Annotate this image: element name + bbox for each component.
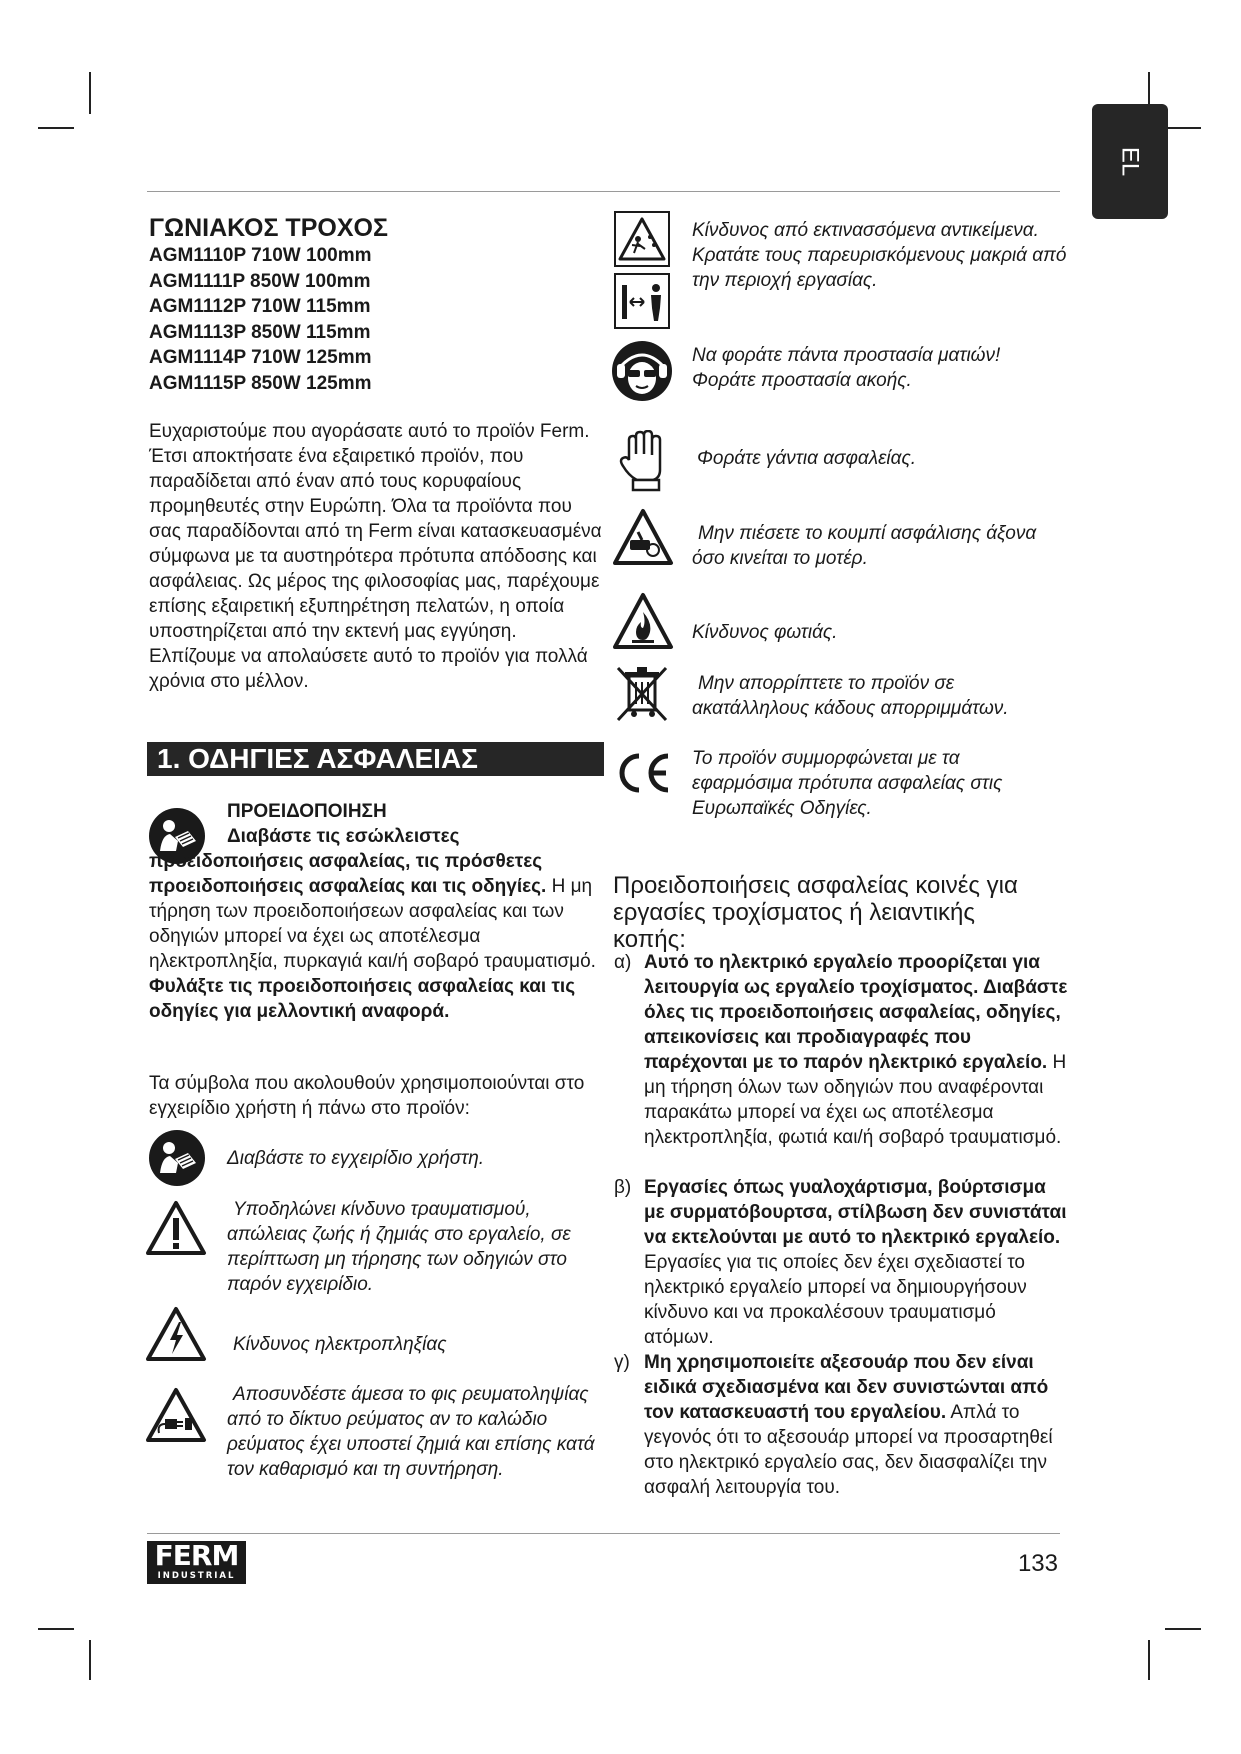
list-marker: β) [614, 1177, 632, 1198]
symbol-text: Διαβάστε το εγχειρίδιο χρήστη. [227, 1148, 485, 1169]
crop-mark [89, 72, 91, 114]
header-rule [147, 191, 1060, 192]
grinding-heading: Προειδοποιήσεις ασφαλείας κοινές για εργασίες τροχίσματος ή λειαντικής κοπής: [613, 872, 1018, 953]
symbol-text: Μην πιέσετε το κουμπί ασφάλισης άξονα όσο κινείται το μοτέρ. [692, 523, 1037, 569]
electric-shock-icon [145, 1306, 207, 1362]
list-item-bold: Εργασίες όπως γυαλοχάρτισμα, βούρτσισμα με συρματόβουρτσα, στίλβωση δεν συνιστάται να εκτελούνται με αυτό το ηλεκτρικό εργαλείο. [644, 1177, 1067, 1248]
footer-rule [147, 1533, 1060, 1534]
symbol-text: Φοράτε γάντια ασφαλείας. [697, 448, 917, 469]
spindle-lock-icon [612, 508, 674, 566]
crop-mark [1148, 1640, 1150, 1680]
list-item-bold: Μη χρησιμοποιείτε αξεσουάρ που δεν είναι ειδικά σχεδιασμένα και δεν συνιστώνται από τον κατασκευαστή του εργαλείου. [644, 1352, 1049, 1423]
model-line: AGM1115P 850W 125mm [149, 372, 372, 394]
model-line: AGM1111P 850W 100mm [149, 270, 371, 292]
symbol-text: Να φοράτε πάντα προστασία ματιών! Φοράτε προστασία ακοής. [692, 345, 1001, 391]
list-item-text: Απλά το γεγονός ότι το αξεσουάρ μπορεί να προσαρτηθεί στο ηλεκτρικό εργαλείο σας, δεν διασφαλίζει την ασφαλή λειτουργία του. [644, 1402, 1053, 1498]
crop-mark [38, 127, 74, 129]
model-line: AGM1113P 850W 115mm [149, 321, 371, 343]
product-title: ΓΩΝΙΑΚΟΣ ΤΡΟΧΟΣ [149, 214, 388, 242]
flying-objects-icon [614, 211, 670, 329]
unplug-icon [145, 1387, 207, 1443]
warning-bold-text: Διαβάστε τις εσώκλειστες προειδοποιήσεις ασφαλείας, τις πρόσθετες προειδοποιήσεις ασφαλείας και τις οδηγίες. [149, 826, 547, 897]
crop-mark [89, 1640, 91, 1680]
symbol-text: Κίνδυνος από εκτινασσόμενα αντικείμενα. Κρατάτε τους παρευρισκόμενους μακριά από την περιοχή εργασίας. [692, 220, 1067, 291]
list-item [644, 1175, 1070, 1350]
list-item [644, 950, 1070, 1150]
warning-block [149, 799, 609, 1024]
list-item-text: Η μη τήρηση όλων των οδηγιών που αναφέρονται παρακάτω μπορεί να έχει ως αποτέλεσμα ηλεκτροπληξία, φωτιά και/ή σοβαρό τραυματισμό. [644, 1052, 1067, 1148]
ferm-logo-subtext: INDUSTRIAL [157, 1571, 236, 1581]
symbol-text: Μην απορρίπτετε το προϊόν σε ακατάλληλους κάδους απορριμμάτων. [692, 673, 1009, 719]
model-line: AGM1114P 710W 125mm [149, 347, 372, 368]
list-marker: α) [614, 952, 632, 973]
intro-paragraph: Ευχαριστούμε που αγοράσατε αυτό το προϊόν Ferm. Έτσι αποκτήσατε ένα εξαιρετικό προϊόν, που παραδίδεται από έναν από τους κορυφαίους προμηθευτές στην Ευρώπη. Όλα τα προϊόντα που σας παραδίδονται από τη Ferm είναι κατασκευασμένα σύμφωνα με τα αυστηρότερα πρότυπα απόδοσης και ασφάλειας. Ως μέρος της φιλοσοφίας μας, παρέχουμε επίσης εξαιρετική εξυπηρέτηση πελατών, η οποία υποστηρίζεται από την εκτενή μας εγγύηση. Ελπίζουμε να απολαύσετε αυτό το προϊόν για πολλά χρόνια στο μέλλον. [149, 421, 602, 692]
symbols-intro: Τα σύμβολα που ακολουθούν χρησιμοποιούνται στο εγχειρίδιο χρήστη ή πάνω στο προϊόν: [149, 1073, 585, 1119]
weee-bin-icon [615, 664, 669, 724]
eye-ear-protection-icon [611, 340, 673, 402]
language-tab-label: EL [1117, 146, 1144, 177]
warning-triangle-icon [145, 1200, 207, 1256]
list-item [644, 1350, 1070, 1500]
symbol-text: Κίνδυνος φωτιάς. [692, 622, 838, 643]
read-manual-icon [148, 1129, 206, 1187]
symbol-text: Αποσυνδέστε άμεσα το φις ρευματοληψίας από το δίκτυο ρεύματος αν το καλώδιο ρεύματος έχει υποστεί ζημιά και επίσης κατά τον καθαρισμό και τη συντήρηση. [227, 1384, 595, 1480]
symbol-text: Το προϊόν συμμορφώνεται με τα εφαρμόσιμα πρότυπα ασφαλείας στις Ευρωπαϊκές Οδηγίες. [692, 748, 1003, 819]
ferm-logo-text: FERM [154, 1539, 239, 1572]
fire-icon [612, 592, 674, 650]
symbol-text: Υποδηλώνει κίνδυνο τραυματισμού, απώλειας ζωής ή ζημιάς στο εργαλείο, σε περίπτωση μη τήρησης των οδηγιών στο παρόν εγχειρίδιο. [227, 1199, 571, 1295]
gloves-icon [617, 430, 669, 492]
product-block [149, 213, 599, 396]
symbol-text: Κίνδυνος ηλεκτροπληξίας [233, 1334, 447, 1355]
warning-text: Η μη τήρηση των προειδοποιήσεων ασφαλείας και των οδηγιών μπορεί να έχει ως αποτέλεσμα ηλεκτροπληξία, πυρκαγιά και/ή σοβαρό τραυματισμό. [149, 876, 596, 972]
list-marker: γ) [614, 1352, 630, 1373]
model-line: AGM1110P 710W 100mm [149, 245, 372, 266]
ferm-logo [147, 1541, 246, 1584]
section-heading: 1. ΟΔΗΓΙΕΣ ΑΣΦΑΛΕΙΑΣ [147, 742, 604, 776]
warning-keep-text: Φυλάξτε τις προειδοποιήσεις ασφαλείας και τις οδηγίες για μελλοντική αναφορά. [149, 976, 576, 1022]
model-line: AGM1112P 710W 115mm [149, 296, 371, 317]
crop-mark [1165, 1628, 1201, 1630]
list-item-text: Εργασίες για τις οποίες δεν έχει σχεδιαστεί το ηλεκτρικό εργαλείο μπορεί να δημιουργήσουν κίνδυνο και να προκαλέσουν τραυματισμό ατόμων. [644, 1252, 1027, 1348]
crop-mark [38, 1628, 74, 1630]
warning-title: ΠΡΟΕΙΔΟΠΟΙΗΣΗ [227, 801, 387, 822]
ce-mark-icon [612, 752, 672, 794]
page-number: 133 [1017, 1550, 1058, 1577]
list-item-bold: Αυτό το ηλεκτρικό εργαλείο προορίζεται για λειτουργία ως εργαλείο τροχίσματος. Διαβάστε όλες τις προειδοποιήσεις ασφαλείας, οδηγίες, απεικονίσεις και προδιαγραφές που παρέχονται με το παρόν ηλεκτρικό εργαλείο. [644, 952, 1068, 1073]
